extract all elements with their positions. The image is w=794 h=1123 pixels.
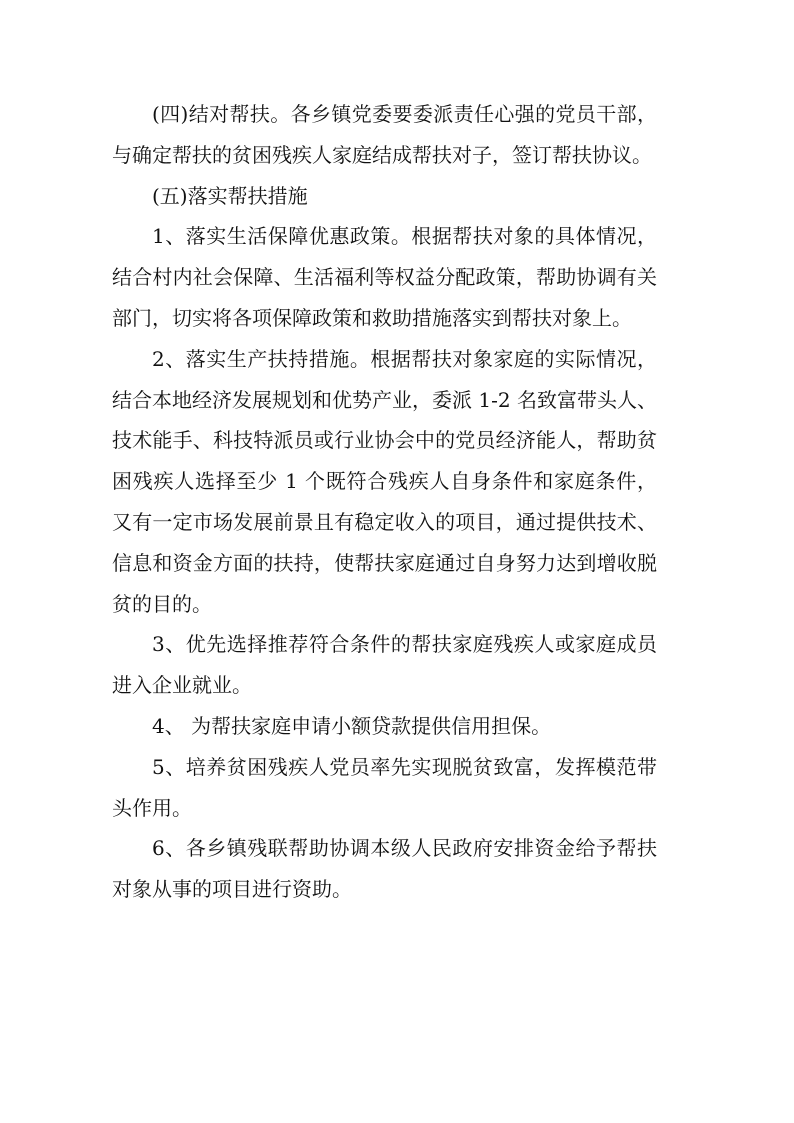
paragraph-measures-heading: (五)落实帮扶措施 [152,183,308,208]
paragraph-item-3: 3、优先选择推荐符合条件的帮扶家庭残疾人或家庭成员进入企业就业。 [112,632,657,698]
paragraph-item-5: 5、培养贫困残疾人党员率先实现脱贫致富，发挥模范带头作用。 [112,754,657,820]
paragraph-item-1: 1、落实生活保障优惠政策。根据帮扶对象的具体情况，结合村内社会保障、生活福利等权益分配政策，帮助协调有关部门，切实将各项保障政策和救助措施落实到帮扶对象上。 [112,224,657,330]
paragraph-pairing-assistance: (四)结对帮扶。各乡镇党委要委派责任心强的党员干部，与确定帮扶的贫困残疾人家庭结成帮扶对子，签订帮扶协议。 [112,102,657,167]
paragraph-item-4: 4、 为帮扶家庭申请小额贷款提供信用担保。 [152,713,552,738]
paragraph-item-2: 2、落实生产扶持措施。根据帮扶对象家庭的实际情况，结合本地经济发展规划和优势产业，委派 1-2 名致富带头人、技术能手、科技特派员或行业协会中的党员经济能人，帮助贫困残疾人选择至少 1 个既符合残疾人自身条件和家庭条件，又有一定市场发展前景且有稳定收入的项目，通过提供技术、信息和资金方面的扶持，使帮扶家庭通过自身努力达到增收脱贫的目的。 [112,346,657,616]
document-body [112,94,657,910]
paragraph-item-6: 6、各乡镇残联帮助协调本级人民政府安排资金给予帮扶对象从事的项目进行资助。 [112,836,657,902]
